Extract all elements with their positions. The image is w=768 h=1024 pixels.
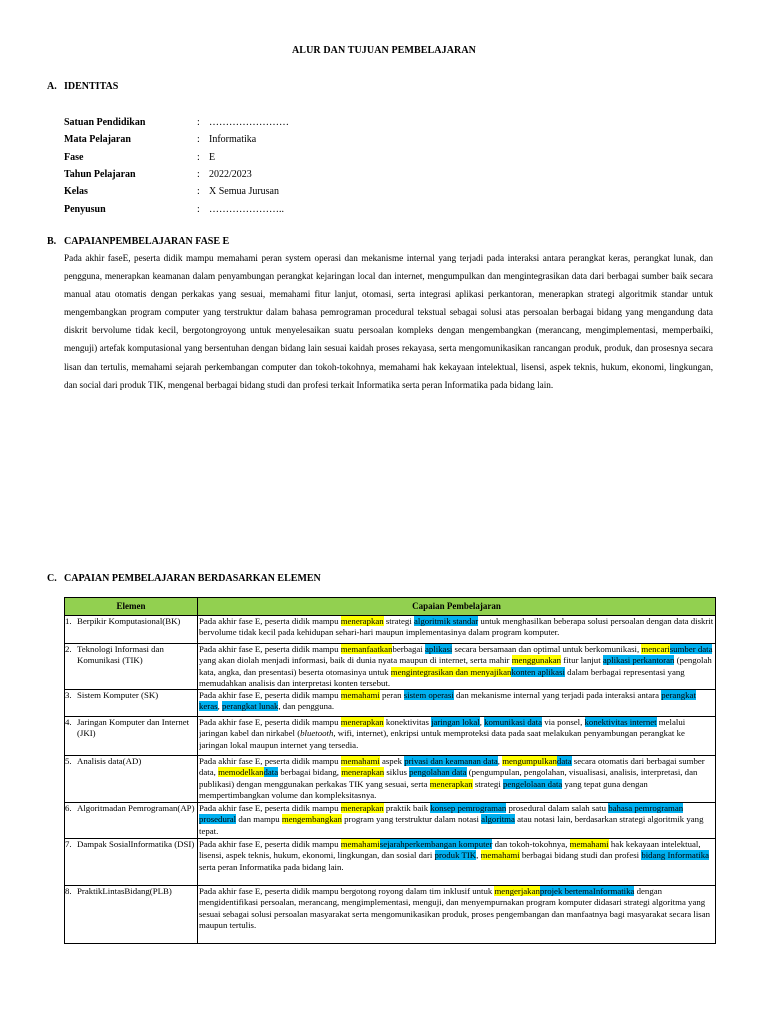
identity-label: Tahun Pelajaran — [64, 169, 136, 181]
section-c-title: CAPAIAN PEMBELAJARAN BERDASARKAN ELEMEN — [64, 573, 321, 584]
identity-colon: : — [197, 134, 200, 146]
element-number: 1. — [65, 616, 72, 626]
text-segment: Pada akhir fase E, peserta didik mampu — [199, 616, 341, 626]
element-wrap — [65, 644, 197, 689]
text-segment: Pada akhir fase E, peserta didik mampu — [199, 803, 341, 813]
highlight-verb: menggunakan — [511, 655, 562, 666]
text-segment: Pada akhir fase E, peserta didik mampu — [199, 690, 341, 700]
highlight-verb: memahami — [340, 756, 380, 766]
element-name: Analisis data(AD) — [77, 756, 142, 766]
element-cell — [65, 803, 198, 839]
text-segment: siklus — [384, 767, 410, 778]
text-segment: program yang terstruktur dalam notasi — [341, 814, 482, 825]
element-cell — [65, 886, 198, 944]
capaian-cell — [198, 839, 716, 886]
element-name: PraktikLintasBidang(PLB) — [77, 886, 172, 896]
highlight-verb: mengumpulkan — [502, 756, 557, 766]
highlight-concept: bahasa pemrograman prosedural — [199, 803, 684, 825]
table-row — [65, 616, 716, 644]
element-wrap — [65, 717, 197, 755]
table-row — [65, 803, 716, 839]
element-cell — [65, 717, 198, 756]
highlight-concept: perangkat lunak — [221, 701, 279, 712]
highlight-concept: data — [556, 756, 572, 766]
table-row — [65, 690, 716, 717]
identity-value: E — [209, 151, 216, 163]
identity-row — [64, 183, 509, 200]
table-row — [65, 644, 716, 690]
highlight-concept: jaringan lokal — [431, 717, 480, 727]
highlight-concept: privasi dan keamanan data — [404, 756, 498, 766]
highlight-concept: pengolahan data — [409, 767, 467, 778]
text-segment: dengan mengidentifikasi persoalan, merancang, mengimplementasi, menguji, dan menyempurnakan program komputer didasari strategi algoritma yang sesuai sebagai solusi persoalan masyarakat serta mengomunikasikan produk, proses pengembangan dan manfaatnya bagi masyarakat secara lisan maupun tertulis. — [199, 886, 711, 931]
capaian-cell — [198, 886, 716, 944]
element-name: Jaringan Komputer dan Internet (JKI) — [77, 717, 190, 739]
page-title: ALUR DAN TUJUAN PEMBELAJARAN — [291, 45, 476, 56]
highlight-concept: konektivitas internet — [584, 717, 657, 727]
text-segment: fitur lanjut — [561, 655, 603, 666]
highlight-concept: aplikasi perkantoran — [602, 655, 675, 666]
text-segment: berbagai bidang studi dan profesi — [519, 850, 642, 861]
text-segment: , — [479, 717, 485, 727]
text-segment: , wifi, internet), enkripsi untuk memproteksi data pada saat melakukan penyambungan perangkat ke jaringan lokal maupun internet yang tersedia. — [199, 728, 685, 750]
element-number: 7. — [65, 839, 72, 849]
table-header-row — [65, 598, 716, 616]
text-segment: , — [476, 850, 481, 861]
highlight-concept: bidang Informatika — [641, 850, 710, 861]
highlight-concept: sistem operasi — [403, 690, 454, 700]
text-segment: dan tokoh-tokohnya, — [492, 839, 570, 849]
highlight-concept: data — [263, 767, 279, 778]
highlight-verb: memahami — [340, 839, 380, 849]
highlight-concept: perangkat keras — [199, 690, 696, 712]
highlight-verb: mencari — [641, 644, 670, 654]
text-segment: untuk menghasilkan beberapa solusi persoalan dengan data diskrit bervolume tidak kecil pada kehidupan sehari-hari maupun implementasinya dalam program komputer. — [199, 616, 714, 638]
identity-value: ………………….. — [209, 203, 284, 215]
text-segment: aspek — [379, 756, 405, 766]
identity-row — [64, 200, 509, 217]
highlight-verb: mengerjakan — [494, 886, 540, 896]
capaian-cell — [198, 717, 716, 756]
element-name: Sistem Komputer (SK) — [77, 690, 159, 700]
identity-label: Kelas — [64, 186, 88, 198]
section-a-title: IDENTITAS — [64, 81, 119, 92]
element-number: 4. — [65, 717, 72, 727]
highlight-concept: produk TIK — [434, 850, 477, 861]
capaian-cell — [198, 756, 716, 803]
section-a-letter: A. — [47, 81, 57, 92]
text-segment: Pada akhir fase E, peserta didik mampu — [199, 644, 341, 654]
highlight-verb: memahami — [569, 839, 609, 849]
identity-value: Informatika — [209, 134, 257, 146]
text-segment: secara otomatis dari berbagai sumber data, — [199, 756, 705, 778]
text-segment: yang tepat guna dengan mempertimbangkan volume dan kompleksitasnya. — [199, 778, 648, 801]
identity-label: Satuan Pendidikan — [64, 117, 146, 129]
highlight-concept: sumber data — [669, 644, 713, 654]
highlight-concept: sejarahperkembangan komputer — [379, 839, 493, 849]
identity-row — [64, 149, 509, 166]
text-segment: bluetooth — [300, 728, 334, 739]
text-segment: , — [217, 701, 222, 712]
highlight-verb: menerapkan — [429, 778, 473, 789]
highlight-concept: algoritmik standar — [413, 616, 479, 626]
text-segment: hak kekayaan intelektual, lisensi, aspek teknis, hukum, ekonomi, lingkungan, dan sosial dari — [199, 839, 701, 861]
section-a-heading — [47, 81, 118, 92]
element-cell — [65, 644, 198, 690]
identity-value: X Semua Jurusan — [209, 186, 279, 198]
element-number: 3. — [65, 690, 72, 700]
table-row — [65, 886, 716, 944]
identity-colon: : — [197, 186, 200, 198]
text-segment: Pada akhir fase E, peserta didik mampu — [199, 717, 341, 727]
highlight-concept: konsep pemrograman — [430, 803, 507, 813]
highlight-concept: konten aplikasi — [511, 666, 565, 677]
highlight-concept: algoritma — [481, 814, 515, 825]
identity-value: …………………… — [209, 117, 289, 129]
capaian-paragraph: Pada akhir faseE, peserta didik mampu memahami peran system operasi dan mekanisme internal yang terjadi pada interaksi antara perangkat keras, perangkat lunak, dan pengguna, menerapkan keamanan dalam penyambungan perangkat kejaringan local dan internet, mengumpulkan dan mengintegrasikan data dari berbagai sumber baik secara manual atau otomatis dengan perkakas yang sesuai, memahami fitur lanjut, otomasi, serta integrasi aplikasi perkantoran, menerapkan strategi algoritmik standar untuk mengembangkan program computer yang terstruktur dalam bahasa pemrograman procedural tekstual sebagai solusi atas persoalan berbagai bidang yang mengandung data diskrit bervolume tidak kecil, bergotongroyong untuk menyelesaikan suatu persoalan kompleks dengan mengembangkan (merancang, mengimplementasi, memperbaiki, menguji) artefak komputasional yang bersentuhan dengan bidang lain sesuai kaidah proses rekayasa, serta mengomunikasikan rancangan produk, produk, dan prosesnya secara lisan dan tertulis, memahami sejarah perkembangan computer dan tokoh-tokohnya, memahami hak kekayaan intelektual, lisensi, aspek teknis, hukum, ekonomi, lingkungan, dan social dari produk TIK, mengenal berbagai bidang studi dan profesi terkait Informatika serta peran Informatika pada bidang lain. — [64, 253, 713, 390]
highlight-concept: komunikasi data — [484, 717, 543, 727]
element-wrap — [65, 886, 197, 943]
text-segment: peran — [379, 690, 404, 700]
table-row — [65, 717, 716, 756]
element-wrap — [65, 803, 197, 838]
identity-colon: : — [197, 169, 200, 181]
text-segment: dalam berbagai representasi yang memudahkan analisis dan interpretasi konten tersebut. — [199, 666, 685, 689]
text-segment: prosedural dalam salah satu — [506, 803, 609, 813]
identity-row — [64, 166, 509, 183]
table-body — [65, 616, 716, 944]
identity-label: Fase — [64, 151, 84, 163]
capaian-cell — [198, 690, 716, 717]
text-segment: praktik baik — [383, 803, 431, 813]
capaian-text — [199, 717, 715, 755]
highlight-concept: projek bertemaInformatika — [539, 886, 635, 896]
capaian-text — [199, 616, 715, 643]
identity-colon: : — [197, 203, 200, 215]
element-name: Algoritmadan Pemrograman(AP) — [77, 803, 195, 813]
text-segment: melalui jaringan kabel dan nirkabel ( — [199, 717, 686, 739]
identity-label: Penyusun — [64, 203, 106, 215]
highlight-verb: menerapkan — [341, 767, 385, 778]
capaian-text — [199, 839, 715, 885]
capaian-cell — [198, 644, 716, 690]
identity-row — [64, 131, 509, 148]
highlight-concept: pengelolaan data — [502, 778, 563, 789]
elements-table — [64, 597, 716, 944]
section-b-title: CAPAIANPEMBELAJARAN FASE E — [64, 236, 230, 247]
highlight-verb: memanfaatkan — [340, 644, 393, 654]
text-segment: , dan pengguna. — [278, 701, 335, 712]
text-segment: serta peran Informatika pada bidang lain. — [199, 861, 344, 872]
identity-label: Mata Pelajaran — [64, 134, 131, 146]
identity-colon: : — [197, 151, 200, 163]
table-row — [65, 839, 716, 886]
section-b-heading — [47, 236, 229, 247]
capaian-text — [199, 690, 715, 716]
element-name: Berpikir Komputasional(BK) — [77, 616, 181, 626]
element-name: Dampak SosialInformatika (DSI) — [77, 839, 195, 849]
capaian-text — [199, 644, 715, 689]
element-cell — [65, 839, 198, 886]
header-elemen: Elemen — [65, 598, 198, 616]
element-number: 5. — [65, 756, 72, 766]
table-row — [65, 756, 716, 803]
text-segment: Pada akhir fase E, peserta didik mampu — [199, 839, 341, 849]
text-segment: (pengolah kata, angka, dan presentasi) beserta otomasinya untuk — [199, 655, 712, 677]
identity-value: 2022/2023 — [209, 169, 252, 181]
text-segment: via ponsel, — [542, 717, 585, 727]
text-segment: secara bersamaan dan optimal untuk berkomunikasi, — [452, 644, 642, 654]
element-wrap — [65, 756, 197, 802]
element-name: Teknologi Informasi dan Komunikasi (TIK) — [77, 644, 164, 666]
section-c-heading — [47, 573, 321, 584]
highlight-concept: aplikasi — [424, 644, 453, 654]
identity-row — [64, 114, 509, 131]
element-wrap — [65, 616, 197, 643]
section-c-letter: C. — [47, 573, 57, 584]
text-segment: strategi — [383, 616, 414, 626]
highlight-verb: memahami — [480, 850, 520, 861]
text-segment: berbagai — [392, 644, 425, 654]
capaian-text — [199, 803, 715, 838]
highlight-verb: menerapkan — [340, 616, 384, 626]
capaian-text — [199, 756, 715, 802]
text-segment: strategi — [472, 778, 503, 789]
capaian-cell — [198, 616, 716, 644]
element-cell — [65, 690, 198, 717]
text-segment: Pada akhir fase E, peserta didik mampu — [199, 756, 341, 766]
capaian-text — [199, 886, 715, 943]
header-capaian: Capaian Pembelajaran — [198, 598, 716, 616]
text-segment: berbagai bidang, — [278, 767, 342, 778]
text-segment: konektivitas — [383, 717, 432, 727]
text-segment: Pada akhir fase E, peserta didik mampu bergotong royong dalam tim inklusif untuk — [199, 886, 495, 896]
identity-table — [64, 114, 509, 218]
element-number: 2. — [65, 644, 72, 654]
highlight-verb: menerapkan — [340, 803, 384, 813]
highlight-verb: mengembangkan — [281, 814, 342, 825]
text-segment: atau notasi lain, berdasarkan strategi algoritmik yang tepat. — [199, 814, 704, 836]
text-segment: dan mekanisme internal yang terjadi pada interaksi antara — [453, 690, 662, 700]
element-cell — [65, 616, 198, 644]
text-segment: , — [497, 756, 503, 766]
text-segment: dan mampu — [236, 814, 282, 825]
highlight-verb: memodelkan — [218, 767, 264, 778]
capaian-cell — [198, 803, 716, 839]
element-number: 8. — [65, 886, 72, 896]
text-segment: yang akan diolah menjadi informasi, baik di dunia nyata maupun di internet, serta mahir — [199, 655, 512, 666]
element-wrap — [65, 839, 197, 885]
highlight-verb: mengintegrasikan dan menyajikan — [390, 666, 512, 677]
element-cell — [65, 756, 198, 803]
identity-colon: : — [197, 117, 200, 129]
section-b-letter: B. — [47, 236, 57, 247]
element-number: 6. — [65, 803, 72, 813]
text-segment: (pengumpulan, pengolahan, visualisasi, analisis, interpretasi, dan publikasi) dengan menggunakan perkakas TIK yang sesuai, serta — [199, 767, 698, 789]
element-wrap — [65, 690, 197, 716]
highlight-verb: memahami — [340, 690, 380, 700]
highlight-verb: menerapkan — [340, 717, 384, 727]
